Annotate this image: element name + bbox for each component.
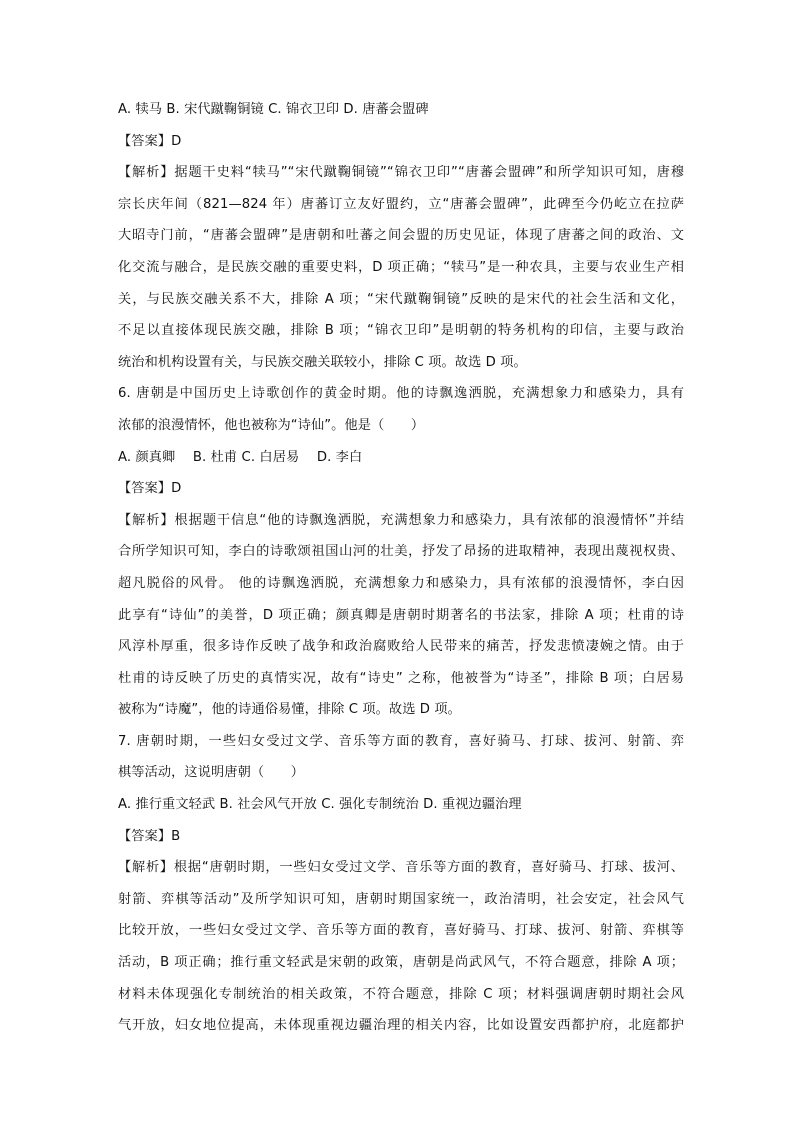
q5-analysis-line-7: 统治和机构设置有关，与民族交融关联较小，排除 C 项。故选 D 项。	[118, 354, 527, 370]
q7-stem-line-1: 7. 唐朝时期，一些妇女受过文学、音乐等方面的教育，喜好骑马、打球、拔河、射箭、弈	[118, 733, 684, 749]
q7-analysis-line-6: 气开放，妇女地位提高，未体现重视边疆治理的相关内容，比如设置安西都护府，北庭都护	[118, 1018, 684, 1034]
q6-stem-line-1: 6. 唐朝是中国历史上诗歌创作的黄金时期。他的诗飘逸洒脱，充满想象力和感染力，具有	[118, 386, 684, 402]
q6-analysis-line-1: 【解析】根据题干信息“他的诗飘逸洒脱，充满想象力和感染力，具有浓郁的浪漫情怀”并结	[118, 512, 684, 528]
q6-stem-line-2: 浓郁的浪漫情怀，他也被称为“诗仙”。他是（ ）	[118, 417, 425, 433]
q7-analysis-line-2: 射箭、弈棋等活动”及所学知识可知，唐朝时期国家统一，政治清明，社会安定，社会风气	[118, 891, 684, 907]
q7-analysis-line-5: 材料未体现强化专制统治的相关政策，不符合题意，排除 C 项；材料强调唐朝时期社会风	[118, 986, 684, 1002]
q7-analysis-line-3: 比较开放，一些妇女受过文学、音乐等方面的教育，喜好骑马、打球、拔河、射箭、弈棋等	[118, 923, 684, 939]
q5-analysis-line-5: 关，与民族交融关系不大，排除 A 项；“宋代蹴鞠铜镜”反映的是宋代的社会生活和文化，	[118, 291, 684, 307]
q7-analysis-line-4: 活动，B 项正确；推行重文轻武是宋朝的政策，唐朝是尚武风气，不符合题意，排除 A 项；	[118, 955, 684, 971]
q5-analysis-line-6: 不足以直接体现民族交融，排除 B 项；“锦衣卫印”是明朝的特务机构的印信，主要与政治	[118, 323, 684, 339]
q6-analysis-line-3: 超凡脱俗的风骨。 他的诗飘逸洒脱，充满想象力和感染力，具有浓郁的浪漫情怀，李白因	[118, 575, 684, 591]
q5-answer: 【答案】D	[118, 133, 182, 149]
q5-options: A. 犊马 B. 宋代蹴鞠铜镜 C. 锦衣卫印 D. 唐蕃会盟碑	[118, 102, 429, 117]
q6-analysis-line-5: 风淳朴厚重，很多诗作反映了战争和政治腐败给人民带来的痛苦，抒发悲愤凄婉之情。由于	[118, 639, 684, 655]
q5-analysis-line-1: 【解析】据题干史料“犊马”“宋代蹴鞠铜镜”“锦衣卫印”“唐蕃会盟碑”和所学知识可知，唐穆	[118, 165, 684, 181]
q7-analysis-line-1: 【解析】根据“唐朝时期，一些妇女受过文学、音乐等方面的教育，喜好骑马、打球、拔河、	[118, 860, 684, 876]
q6-analysis-line-2: 合所学知识可知，李白的诗歌颂祖国山河的壮美，抒发了昂扬的进取精神，表现出蔑视权贵、	[118, 544, 684, 560]
q6-analysis-line-6: 杜甫的诗反映了历史的真情实况，故有“诗史” 之称，他被誉为“诗圣”，排除 B 项；白居易	[118, 670, 684, 686]
q5-analysis-line-4: 化交流与融合，是民族交融的重要史料，D 项正确；“犊马”是一种农具，主要与农业生产相	[118, 259, 684, 275]
q7-options: A. 推行重文轻武 B. 社会风气开放 C. 强化专制统治 D. 重视边疆治理	[118, 797, 522, 813]
q6-answer: 【答案】D	[118, 481, 182, 497]
q7-stem-line-2: 棋等活动，这说明唐朝（ ）	[118, 765, 305, 781]
document-page	[118, 94, 684, 1042]
q7-answer: 【答案】B	[118, 828, 181, 844]
q5-analysis-line-3: 大昭寺门前，“唐蕃会盟碑”是唐朝和吐蕃之间会盟的历史见证，体现了唐蕃之间的政治、文	[118, 228, 684, 244]
q6-analysis-line-7: 被称为“诗魔”，他的诗通俗易懂，排除 C 项。故选 D 项。	[118, 702, 461, 718]
q5-analysis-line-2: 宗长庆年间（821—824 年）唐蕃订立友好盟约，立“唐蕃会盟碑”，此碑至今仍屹立在拉萨	[118, 196, 684, 212]
q6-options: A. 颜真卿 B. 杜甫 C. 白居易 D. 李白	[118, 449, 363, 465]
q6-analysis-line-4: 此享有“诗仙”的美誉，D 项正确；颜真卿是唐朝时期著名的书法家，排除 A 项；杜甫的诗	[118, 607, 684, 623]
